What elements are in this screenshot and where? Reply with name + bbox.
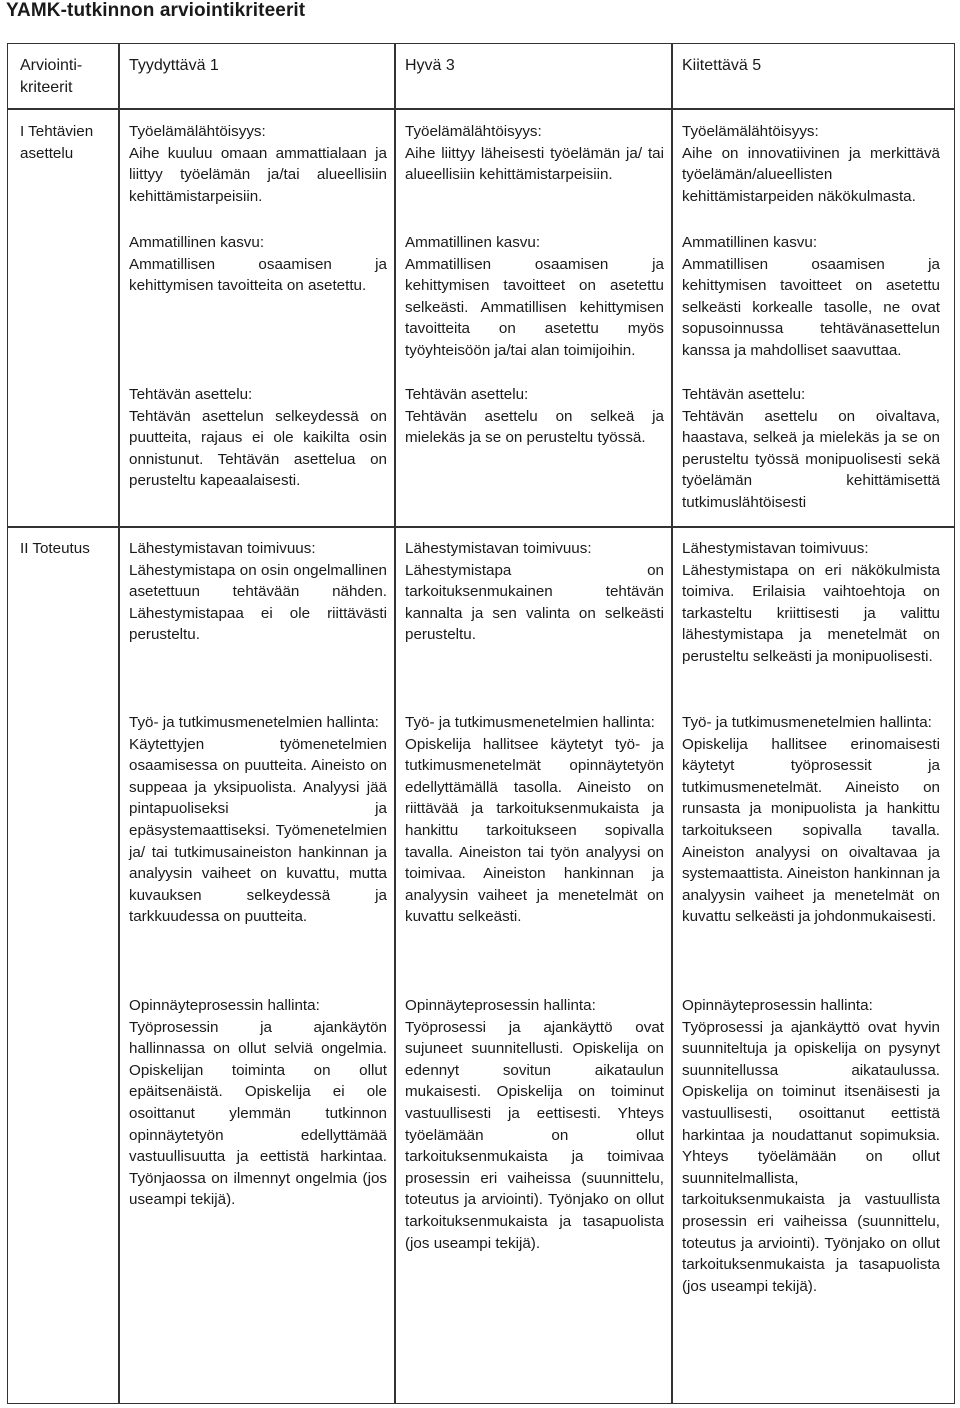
criterion-heading: Työ- ja tutkimusmenetelmien hallinta: [129, 714, 379, 731]
cell-approach-grade-5: Lähestymistavan toimivuus: Lähestymistapa on eri näkökulmista toimiva. Erilaisia vaihtoehtoja on tarkasteltu kriittisesti ja valittu lähestymistapa ja menetelmät on perusteltu selkeästi ja monipuolisesti. [682, 540, 940, 665]
row-divider [7, 526, 955, 528]
cell-methods-grade-5: Työ- ja tutkimusmenetelmien hallinta: Opiskelija hallitsee erinomaisesti käytetyt työprosessit ja tutkimusmenetelmät. Aineisto on runsasta ja monipuolista ja hankittu tarkoitukseen sopivalla tavalla. Aineiston analyysi on oivaltavaa ja systemaattista. Aineiston hankinnan ja analyysin vaiheet ja menetelmät on kuvattu selkeästi ja johdonmukaisesti. [682, 714, 940, 926]
cell-thesis-process-grade-1: Opinnäyteprosessin hallinta: Työprosessin ja ajankäytön hallinnassa on ollut selviä ongelmia. Opiskelijan toiminta on ollut epäitsenäistä. Opiskelija ei ole osoittanut ylemmän tutkinnon opinnäytetyön edellyttämää vastuullisuutta ja eettistä harkintaa. Työnjaossa on ilmennyt ongelmia (jos useampi tekijä). [129, 997, 387, 1209]
column-divider [394, 43, 396, 1404]
cell-methods-grade-3: Työ- ja tutkimusmenetelmien hallinta: Opiskelija hallitsee käytetyt työ- ja tutkimusmenetelmät opinnäytetyön edellyttämällä tasolla. Aineisto on riittävää ja tarkoituksenmukaista ja hankittu tarkoitukseen sopivalla tavalla. Aineiston tai työn analyysi on toimivaa. Aineiston hankinnan ja analyysin vaiheet ja menetelmät on kuvattu selkeästi. [405, 714, 664, 926]
cell-work-orientation-grade-1: Työelämälähtöisyys: Aihe kuuluu omaan ammattialaan ja liittyy työelämän ja/tai alueellisiin kehittämistarpeisiin. [129, 123, 387, 205]
header-criteria: Arviointi- kriteerit [20, 57, 83, 96]
criterion-heading: Lähestymistavan toimivuus: [405, 540, 592, 557]
header-grade-5: Kiitettävä 5 [682, 57, 762, 74]
criterion-heading: Lähestymistavan toimivuus: [129, 540, 316, 557]
criterion-heading: Työ- ja tutkimusmenetelmien hallinta: [405, 714, 655, 731]
criterion-heading: Lähestymistavan toimivuus: [682, 540, 869, 557]
cell-task-setting-grade-1: Tehtävän asettelu: Tehtävän asettelun selkeydessä on puutteita, rajaus ei ole kaikilta osin onnistunut. Tehtävän asettelua on perusteltu kapeaalaisesti. [129, 386, 387, 490]
criterion-heading: Opinnäyteprosessin hallinta: [129, 997, 320, 1014]
cell-professional-growth-grade-3: Ammatillinen kasvu: Ammatillisen osaamisen ja kehittymisen tavoitteet on asetettu selkeästi. Ammatillisen kehittymisen tavoitteita on asetettu myös työyhteisöön ja/tai alan toimijoihin. [405, 234, 664, 359]
row-label-task-setting: I Tehtävien asettelu [20, 123, 94, 162]
cell-approach-grade-3: Lähestymistavan toimivuus: Lähestymistapa on tarkoituksenmukainen tehtävän kannalta ja sen valinta on selkeästi perusteltu. [405, 540, 664, 644]
column-divider [118, 43, 120, 1404]
cell-work-orientation-grade-5: Työelämälähtöisyys: Aihe on innovatiivinen ja merkittävä työelämän/alueellisten kehittämistarpeiden näkökulmasta. [682, 123, 940, 205]
criterion-heading: Tehtävän asettelu: [129, 386, 253, 403]
cell-methods-grade-1: Työ- ja tutkimusmenetelmien hallinta: Käytettyjen työmenetelmien osaamisessa on puutteita. Aineisto on suppeaa ja yksipuolista. Analyysi jää pintapuoliseksi ja epäsystemaattiseksi. Työmenetelmien ja/ tai tutkimusaineiston hankinnan ja analyysin vaiheet on kuvattu, mutta kuvauksen selkeydessä ja tarkkuudessa on puutteita. [129, 714, 387, 926]
row-divider [7, 108, 955, 110]
cell-thesis-process-grade-5: Opinnäyteprosessin hallinta: Työprosessi ja ajankäyttö ovat hyvin suunniteltuja ja opiskelija on pysynyt suunnitellussa aikataulussa. Opiskelija on toiminut itsenäisesti ja vastuullisesti, osoittanut eettistä harkintaa ja noudattanut sopimuksia. Yhteys työelämään on ollut suunnitelmallista, tarkoituksenmukaista ja vastuullista prosessin eri vaiheissa (suunnittelu, toteutus ja arviointi). Työnjako on ollut tarkoituksenmukaista ja tasapuolista (jos useampi tekijä). [682, 997, 940, 1295]
column-divider [671, 43, 673, 1404]
criterion-heading: Ammatillinen kasvu: [129, 234, 265, 251]
criterion-heading: Työelämälähtöisyys: [129, 123, 266, 140]
criterion-heading: Opinnäyteprosessin hallinta: [405, 997, 596, 1014]
criterion-heading: Ammatillinen kasvu: [405, 234, 541, 251]
page-title: YAMK-tutkinnon arviointikriteerit [6, 0, 306, 21]
cell-work-orientation-grade-3: Työelämälähtöisyys: Aihe liittyy läheisesti työelämän ja/ tai alueellisiin kehittämistarpeisiin. [405, 123, 664, 184]
row-label-implementation: II Toteutus [20, 540, 90, 557]
cell-approach-grade-1: Lähestymistavan toimivuus: Lähestymistapa on osin ongelmallinen asetettuun tehtävään nähden. Lähestymistapaa ei ole riittävästi perusteltu. [129, 540, 387, 644]
cell-task-setting-grade-3: Tehtävän asettelu: Tehtävän asettelu on selkeä ja mielekäs ja se on perusteltu työssä. [405, 386, 664, 447]
criterion-heading: Opinnäyteprosessin hallinta: [682, 997, 873, 1014]
header-grade-3: Hyvä 3 [405, 57, 455, 74]
criterion-heading: Tehtävän asettelu: [405, 386, 529, 403]
cell-thesis-process-grade-3: Opinnäyteprosessin hallinta: Työprosessi ja ajankäyttö ovat sujuneet suunnitellusti. Opiskelija on edennyt sovitun aikataulun mukaisesti. Opiskelija on toiminut vastuullisesti ja eettisesti. Yhteys työelämään on ollut tarkoituksenmukaista ja toimivaa prosessin eri vaiheissa (suunnittelu, toteutus ja arviointi). Työnjako on ollut tarkoituksenmukaista ja tasapuolista (jos useampi tekijä). [405, 997, 664, 1252]
cell-task-setting-grade-5: Tehtävän asettelu: Tehtävän asettelu on oivaltava, haastava, selkeä ja mielekäs ja se on perusteltu työssä monipuolisesti sekä työelämän kehittämisettä tutkimuslähtöisesti [682, 386, 940, 511]
criterion-heading: Tehtävän asettelu: [682, 386, 806, 403]
criterion-heading: Työelämälähtöisyys: [405, 123, 542, 140]
cell-professional-growth-grade-1: Ammatillinen kasvu: Ammatillisen osaamisen ja kehittymisen tavoitteita on asetettu. [129, 234, 387, 295]
criterion-heading: Työelämälähtöisyys: [682, 123, 819, 140]
criterion-heading: Ammatillinen kasvu: [682, 234, 818, 251]
criterion-heading: Työ- ja tutkimusmenetelmien hallinta: [682, 714, 932, 731]
header-grade-1: Tyydyttävä 1 [129, 57, 219, 74]
cell-professional-growth-grade-5: Ammatillinen kasvu: Ammatillisen osaamisen ja kehittymisen tavoitteet on asetettu selkeästi korkealle tasolle, ne ovat sopusoinnussa tehtävänasettelun kanssa ja mahdolliset saavuttaa. [682, 234, 940, 359]
